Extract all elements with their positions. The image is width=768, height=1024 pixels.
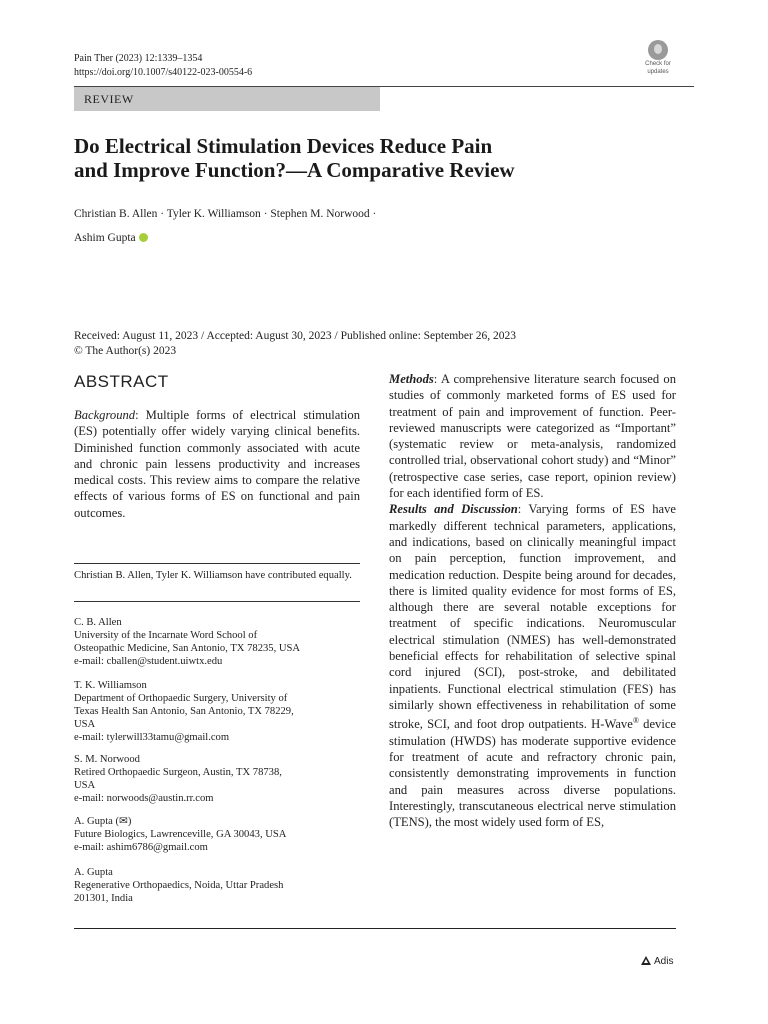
affiliation-line: USA: [74, 780, 96, 791]
background-text: : Multiple forms of electrical stimulation (ES) potentially offer widely varying clinical benefits. Diminished function commonly associated with acute and chronic pain lessens productivity and increases medical costs. This review aims to compare the relative effects of various forms of ES on functional and pain outcomes.: [74, 408, 360, 520]
affiliation-gupta-2: [74, 866, 360, 905]
adis-triangle-icon: [641, 956, 651, 965]
affiliation-norwood: [74, 753, 360, 805]
footnote-divider-bottom: [74, 601, 360, 602]
publisher-logo: [641, 956, 673, 967]
abstract-methods: [389, 371, 676, 501]
background-label: Background: [74, 408, 136, 422]
journal-citation: Pain Ther (2023) 12:1339–1354: [74, 53, 203, 64]
affiliation-name: S. M. Norwood: [74, 754, 140, 765]
contribution-note: Christian B. Allen, Tyler K. Williamson have contributed equally.: [74, 570, 352, 581]
abstract-results: [389, 501, 676, 830]
affiliation-gupta-1: [74, 815, 360, 854]
dates-line: Received: August 11, 2023 / Accepted: August 30, 2023 / Published online: September 26, 2023: [74, 330, 516, 342]
badge-text-1: Check for: [645, 61, 671, 67]
author-list: [74, 202, 376, 250]
journal-meta: [74, 52, 252, 80]
methods-label: Methods: [389, 372, 434, 386]
abstract-background: [74, 407, 360, 521]
affiliation-email[interactable]: e-mail: cballen@student.uiwtx.edu: [74, 656, 223, 667]
affiliation-line: Texas Health San Antonio, San Antonio, TX 78229,: [74, 706, 294, 717]
affiliation-email[interactable]: e-mail: norwoods@austin.rr.com: [74, 793, 214, 804]
affiliation-line: Osteopathic Medicine, San Antonio, TX 78235, USA: [74, 643, 301, 654]
affiliation-line: USA: [74, 719, 96, 730]
affiliation-allen: [74, 616, 360, 668]
affiliation-name: A. Gupta (✉): [74, 816, 132, 827]
footnote-divider-top: [74, 563, 360, 564]
affiliation-name: C. B. Allen: [74, 617, 122, 628]
results-text-1: : Varying forms of ES have markedly different technical parameters, applications, and indications, based on clinically meaningful impact on pain perception, function improvement, and medication reduction. Despite being around for decades, there is limited quality evidence for most forms of ES, although there are several notable exceptions for treatment of specific indications. Neuromuscular electrical stimulation (NMES) has well-demonstrated beneficial effects for rehabilitation of selective spinal cord injured (SCI), post-stroke, and debilitated inpatients. Functional electrical stimulation (FES) has similarly shown effectiveness in rehabilitation of some stroke, SCI, and foot drop outpatients. H-Wave: [389, 502, 676, 732]
affiliation-line: Retired Orthopaedic Surgeon, Austin, TX 78738,: [74, 767, 282, 778]
abstract-right-column: [389, 371, 676, 831]
affiliation-line: Department of Orthopaedic Surgery, University of: [74, 693, 288, 704]
affiliation-name: T. K. Williamson: [74, 680, 147, 691]
affiliation-email[interactable]: e-mail: ashim6786@gmail.com: [74, 842, 208, 853]
publication-dates: [74, 329, 516, 358]
results-text-2: device stimulation (HWDS) has moderate supportive evidence for treatment of acute and refractory chronic pain, consistently demonstrating improvements in function and pain measures across diverse populations. Interestingly, transcutaneous electrical nerve stimulation (TENS), the most widely used form of ES,: [389, 717, 677, 830]
author-gupta[interactable]: Ashim Gupta: [74, 232, 136, 244]
doi-link[interactable]: https://doi.org/10.1007/s40122-023-00554-6: [74, 67, 253, 78]
results-label: Results and Discussion: [389, 502, 518, 517]
affiliation-name: A. Gupta: [74, 867, 113, 878]
authors-line-1: Christian B. Allen · Tyler K. Williamson · Stephen M. Norwood ·: [74, 208, 377, 220]
publisher-name: Adis: [654, 956, 674, 967]
authors-line-2: [74, 226, 376, 250]
title-line-2: and Improve Function?—A Comparative Review: [74, 158, 515, 182]
affiliation-williamson: [74, 679, 360, 744]
affiliation-line: 201301, India: [74, 893, 133, 904]
affiliation-line: University of the Incarnate Word School of: [74, 630, 258, 641]
title-line-1: Do Electrical Stimulation Devices Reduce Pain: [74, 134, 493, 158]
registered-mark: ®: [632, 716, 639, 726]
check-updates-icon: [648, 40, 668, 60]
affiliation-line: Regenerative Orthopaedics, Noida, Uttar Pradesh: [74, 880, 284, 891]
affiliation-line: Future Biologics, Lawrenceville, GA 30043, USA: [74, 829, 287, 840]
methods-text: : A comprehensive literature search focused on studies of commonly marketed forms of ES used for treatment of pain and improvement of function. Peer-reviewed manuscripts were categorized as “Important” (systematic review or meta-analysis, randomized controlled trial, observational cohort study) and “Minor” (retrospective case series, case report, opinion review) for each identified form of ES.: [389, 372, 676, 501]
badge-text-2: updates: [647, 69, 669, 75]
orcid-icon[interactable]: [139, 233, 148, 242]
check-for-updates-badge[interactable]: [640, 40, 676, 76]
affiliation-email[interactable]: e-mail: tylerwill33tamu@gmail.com: [74, 732, 230, 743]
copyright-line: © The Author(s) 2023: [74, 344, 177, 357]
section-label: REVIEW: [74, 87, 380, 111]
abstract-heading: ABSTRACT: [74, 372, 169, 391]
footer-divider: [74, 928, 676, 929]
article-title: [74, 134, 634, 182]
